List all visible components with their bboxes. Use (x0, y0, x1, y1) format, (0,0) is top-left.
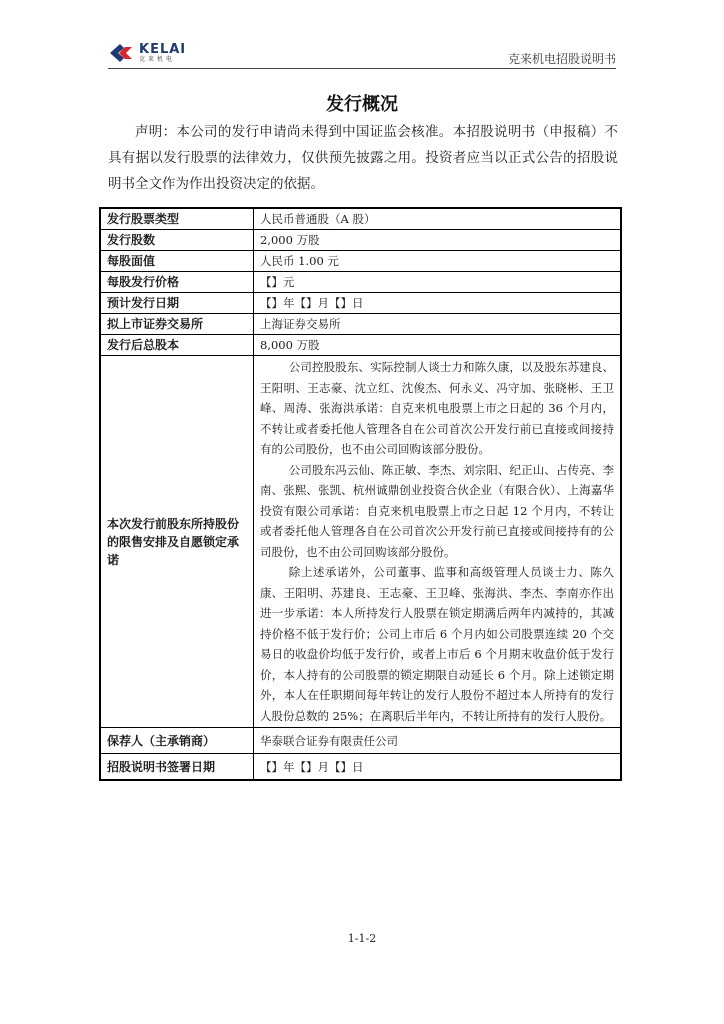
row-value: 人民币 1.00 元 (254, 251, 622, 272)
sign-date-value: 【】年【】月【】日 (254, 754, 622, 781)
sponsor-label: 保荐人（主承销商） (100, 728, 254, 754)
table-row (100, 272, 621, 293)
logo-subtitle: 克来机电 (139, 56, 176, 63)
row-label: 发行股票类型 (100, 208, 254, 230)
row-value: 人民币普通股（A 股） (254, 208, 622, 230)
logo-name: KELAI (139, 42, 187, 57)
row-label: 预计发行日期 (100, 293, 254, 314)
offering-summary-table (99, 207, 622, 781)
header-divider (108, 68, 616, 69)
row-value: 2,000 万股 (254, 230, 622, 251)
row-value: 上海证券交易所 (254, 314, 622, 335)
table-row-lockup (100, 356, 621, 728)
table-row (100, 208, 621, 230)
page-title: 发行概况 (326, 94, 398, 115)
company-logo (108, 42, 186, 64)
lockup-paragraph: 除上述承诺外，公司董事、监事和高级管理人员谈士力、陈久康、王阳明、苏建良、王志豪、王卫峰、张海洪、李杰、李南亦作出进一步承诺：本人所持发行人股票在锁定期满后两年内减持的，其减持价格不低于发行价；公司上市后 6 个月内如公司股票连续 20 个交易日的收盘价均低于发行价，或者上市后 6 个月期末收盘价低于发行价，本人持有的公司股票的锁定期限自动延长 6 个月。除上述锁定期外，本人在任职期间每年转让的发行人股份不超过本人所持有的发行人股份总数的 25%；在离职后半年内，不转让所持有的发行人股份。 (260, 565, 614, 723)
row-label: 每股发行价格 (100, 272, 254, 293)
table-row-sponsor (100, 728, 621, 754)
lockup-label: 本次发行前股东所持股份的限售安排及自愿锁定承诺 (100, 356, 254, 728)
row-value: 8,000 万股 (254, 335, 622, 356)
page-number: 1-1-2 (347, 932, 377, 945)
row-value: 【】元 (254, 272, 622, 293)
kelai-logo-icon (108, 42, 134, 64)
lockup-paragraph: 公司股东冯云仙、陈正敏、李杰、刘宗阳、纪正山、占传亮、李南、张熙、张凯、杭州诚鼎创业投资合伙企业（有限合伙）、上海嘉华投资有限公司承诺：自克来机电股票上市之日起 12 个月内，不转让或者委托他人管理各自在公司首次公开发行前已直接或间接持有的公司股份，也不由公司回购该部分股份。 (260, 462, 614, 559)
disclaimer-statement: 声明：本公司的发行申请尚未得到中国证监会核准。本招股说明书（申报稿）不具有据以发行股票的法律效力，仅供预先披露之用。投资者应当以正式公告的招股说明书全文作为作出投资决定的依据。 (108, 124, 618, 192)
row-label: 发行后总股本 (100, 335, 254, 356)
lockup-commitments (254, 356, 622, 728)
row-label: 每股面值 (100, 251, 254, 272)
table-row (100, 293, 621, 314)
table-row (100, 335, 621, 356)
lockup-paragraph: 公司控股股东、实际控制人谈士力和陈久康，以及股东苏建良、王阳明、王志豪、沈立红、沈俊杰、何永义、冯守加、张晓彬、王卫峰、周涛、张海洪承诺：自克来机电股票上市之日起的 36 个月内，不转让或者委托他人管理各自在公司首次公开发行前已直接或间接持有的公司股份，也不由公司回购该部分股份。 (260, 360, 614, 456)
row-label: 拟上市证券交易所 (100, 314, 254, 335)
page-header (108, 38, 618, 68)
table-row (100, 251, 621, 272)
row-label: 发行股数 (100, 230, 254, 251)
sponsor-value: 华泰联合证券有限责任公司 (254, 728, 622, 754)
table-row (100, 230, 621, 251)
sign-date-label: 招股说明书签署日期 (100, 754, 254, 781)
table-row (100, 314, 621, 335)
document-title: 克来机电招股说明书 (507, 52, 616, 66)
table-row-sign-date (100, 754, 621, 781)
row-value: 【】年【】月【】日 (254, 293, 622, 314)
